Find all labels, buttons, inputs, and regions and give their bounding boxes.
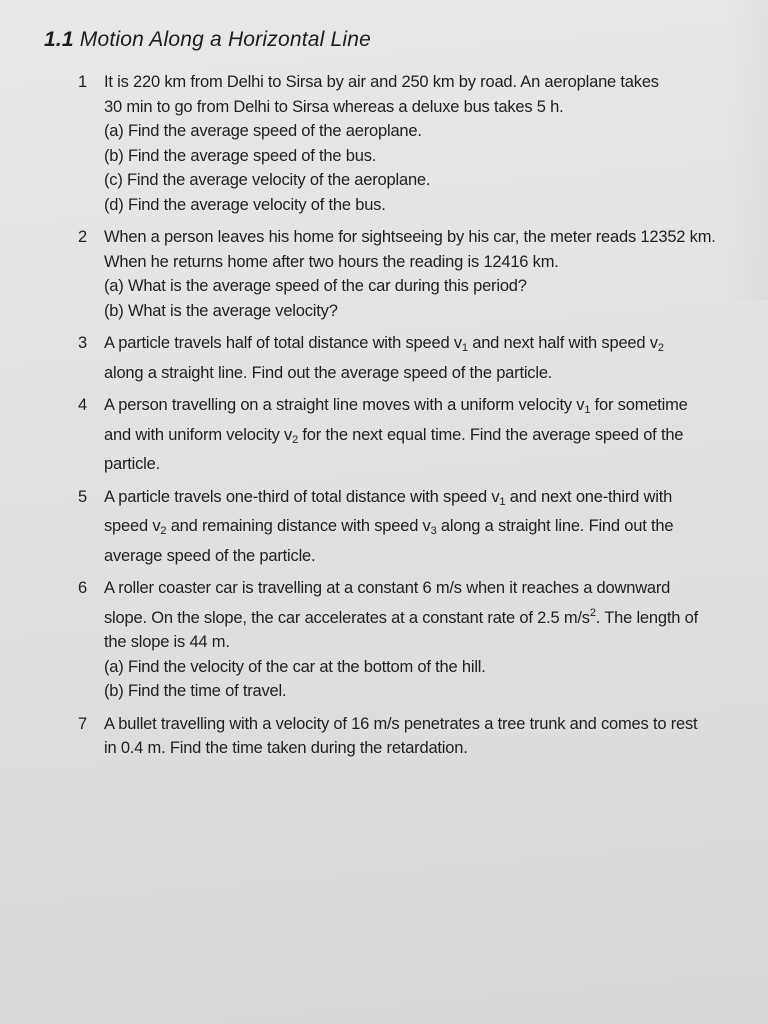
problem-7 <box>78 712 760 761</box>
problem-number: 6 <box>78 579 88 597</box>
problem-list <box>78 70 760 769</box>
section-title: Motion Along a Horizontal Line <box>79 28 372 51</box>
subscript: 3 <box>430 525 437 537</box>
problem-6 <box>78 576 760 704</box>
section-heading <box>44 28 371 52</box>
subscript: 2 <box>160 525 167 537</box>
problem-text-line <box>104 423 760 453</box>
problem-number: 7 <box>78 714 88 733</box>
problem-number: 1 <box>78 73 88 91</box>
problem-text-line: along a straight line. Find out the average speed of the particle. <box>104 363 553 382</box>
problem-text-line <box>104 485 760 515</box>
problem-1 <box>78 70 760 217</box>
problem-text-line: average speed of the particle. <box>104 546 316 565</box>
sub-question-b: (b) What is the average velocity? <box>104 301 338 320</box>
problem-text-line <box>104 514 760 544</box>
problem-text-line <box>104 393 760 423</box>
problem-number: 5 <box>78 487 88 506</box>
text-run: for sometime <box>590 396 688 414</box>
problem-4 <box>78 393 760 477</box>
subscript: 1 <box>461 342 468 354</box>
text-run: A person travelling on a straight line moves with a uniform velocity v <box>104 396 585 414</box>
sub-question-b: (b) Find the average speed of the bus. <box>104 146 377 165</box>
text-run: slope. On the slope, the car accelerates at a constant rate of 2.5 m/s <box>104 608 590 627</box>
problem-text-line: It is 220 km from Delhi to Sirsa by air and 250 km by road. An aeroplane takes <box>104 73 659 91</box>
problem-number: 3 <box>78 334 88 352</box>
subscript: 2 <box>657 342 664 354</box>
sub-question-a: (a) Find the average speed of the aeroplane. <box>104 122 422 140</box>
text-run: and next half with speed v <box>467 334 658 352</box>
sub-question-b: (b) Find the time of travel. <box>104 682 287 700</box>
text-run: and remaining distance with speed v <box>166 517 431 535</box>
problem-body <box>104 576 760 704</box>
problem-number: 2 <box>78 228 88 246</box>
problem-text-line: A bullet travelling with a velocity of 16 m/s penetrates a tree trunk and comes to rest <box>104 714 698 733</box>
text-run: for the next equal time. Find the average speed of the <box>298 425 684 444</box>
sub-question-d: (d) Find the average velocity of the bus. <box>104 195 386 214</box>
problem-5 <box>78 485 760 569</box>
problem-text-line: When he returns home after two hours the reading is 12416 km. <box>104 252 559 271</box>
text-run: speed v <box>104 517 161 535</box>
problem-body <box>104 225 760 323</box>
subscript: 1 <box>584 404 591 416</box>
subscript: 2 <box>292 433 299 446</box>
section-number: 1.1 <box>44 28 74 51</box>
text-run: and next one-third with <box>505 487 673 506</box>
problem-body <box>104 393 760 477</box>
problem-text-line: the slope is 44 m. <box>104 633 230 651</box>
subscript: 1 <box>499 495 506 508</box>
problem-body <box>104 70 760 217</box>
text-run: . The length of <box>595 608 698 627</box>
problem-text-line: in 0.4 m. Find the time taken during the retardation. <box>104 739 468 757</box>
problem-text-line: When a person leaves his home for sightseeing by his car, the meter reads 12352 km. <box>104 228 716 246</box>
problem-text-line: A roller coaster car is travelling at a constant 6 m/s when it reaches a downward <box>104 579 671 597</box>
text-run: along a straight line. Find out the <box>436 517 674 535</box>
problem-number: 4 <box>78 396 88 414</box>
sub-question-a: (a) Find the velocity of the car at the bottom of the hill. <box>104 657 486 676</box>
text-run: A particle travels one-third of total distance with speed v <box>104 487 500 506</box>
problem-body <box>104 485 760 569</box>
problem-text-line: particle. <box>104 455 160 473</box>
sub-question-c: (c) Find the average velocity of the aeroplane. <box>104 171 431 189</box>
problem-body <box>104 712 760 761</box>
problem-text-line <box>104 331 760 361</box>
sub-question-a: (a) What is the average speed of the car during this period? <box>104 277 527 295</box>
problem-body <box>104 331 760 385</box>
problem-2 <box>78 225 760 323</box>
problem-3 <box>78 331 760 385</box>
problem-text-line: 30 min to go from Delhi to Sirsa whereas a deluxe bus takes 5 h. <box>104 97 564 116</box>
problem-text-line <box>104 601 760 631</box>
text-run: and with uniform velocity v <box>104 425 293 444</box>
text-run: A particle travels half of total distance with speed v <box>104 334 462 352</box>
superscript: 2 <box>589 606 596 619</box>
